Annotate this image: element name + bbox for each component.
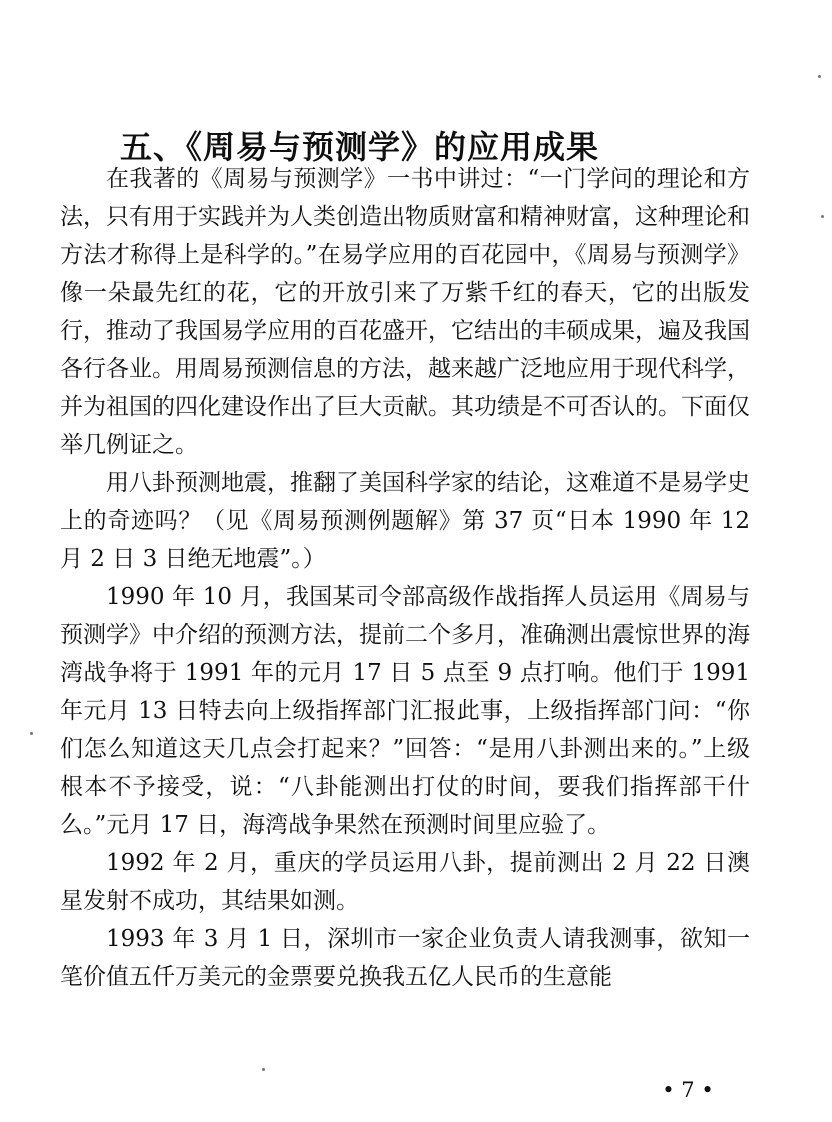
scan-speck-left xyxy=(30,732,33,735)
scan-speck-right xyxy=(821,215,824,218)
body-text xyxy=(60,160,750,996)
paragraph-gulf-war: 1990 年 10 月，我国某司令部高级作战指挥人员运用《周易与预测学》中介绍的预测方法，提前二个多月，准确测出震惊世界的海湾战争将于 1991 年的元月 17 日 5 点至 9 点打响。他们于 1991 年元月 13 日特去向上级指挥部门汇报此事，上级指挥部门问：“你们怎么知道这天几点会打起来？”回答：“是用八卦测出来的。”上级根本不予接受，说：“八卦能测出打仗的时间，要我们指挥部干什么。”元月 17 日，海湾战争果然在预测时间里应验了。 xyxy=(60,584,750,838)
page-number: • 7 • xyxy=(662,1078,714,1102)
paragraph-satellite: 1992 年 2 月，重庆的学员运用八卦，提前测出 2 月 22 日澳星发射不成功，其结果如测。 xyxy=(60,850,750,914)
scan-speck-top-right xyxy=(818,75,821,78)
paragraph-intro: 在我著的《周易与预测学》一书中讲过：“一门学问的理论和方法，只有用于实践并为人类创造出物质财富和精神财富，这种理论和方法才称得上是科学的。”在易学应用的百花园中，《周易与预测学》像一朵最先红的花，它的开放引来了万紫千红的春天，它的出版发行，推动了我国易学应用的百花盛开，它结出的丰硕成果，遍及我国各行各业。用周易预测信息的方法，越来越广泛地应用于现代科学，并为祖国的四化建设作出了巨大贡献。其功绩是不可否认的。下面仅举几例证之。 xyxy=(60,166,750,458)
section-title: 五、《周易与预测学》的应用成果 xyxy=(120,128,600,167)
paragraph-earthquake: 用八卦预测地震，推翻了美国科学家的结论，这难道不是易学史上的奇迹吗？（见《周易预测例题解》第 37 页“日本 1990 年 12 月 2 日 3 日绝无地震”。） xyxy=(60,470,750,572)
paragraph-shenzhen: 1993 年 3 月 1 日，深圳市一家企业负责人请我测事，欲知一笔价值五仟万美元的金票要兑换我五亿人民币的生意能 xyxy=(60,926,750,990)
scan-speck-bottom xyxy=(262,1068,265,1071)
